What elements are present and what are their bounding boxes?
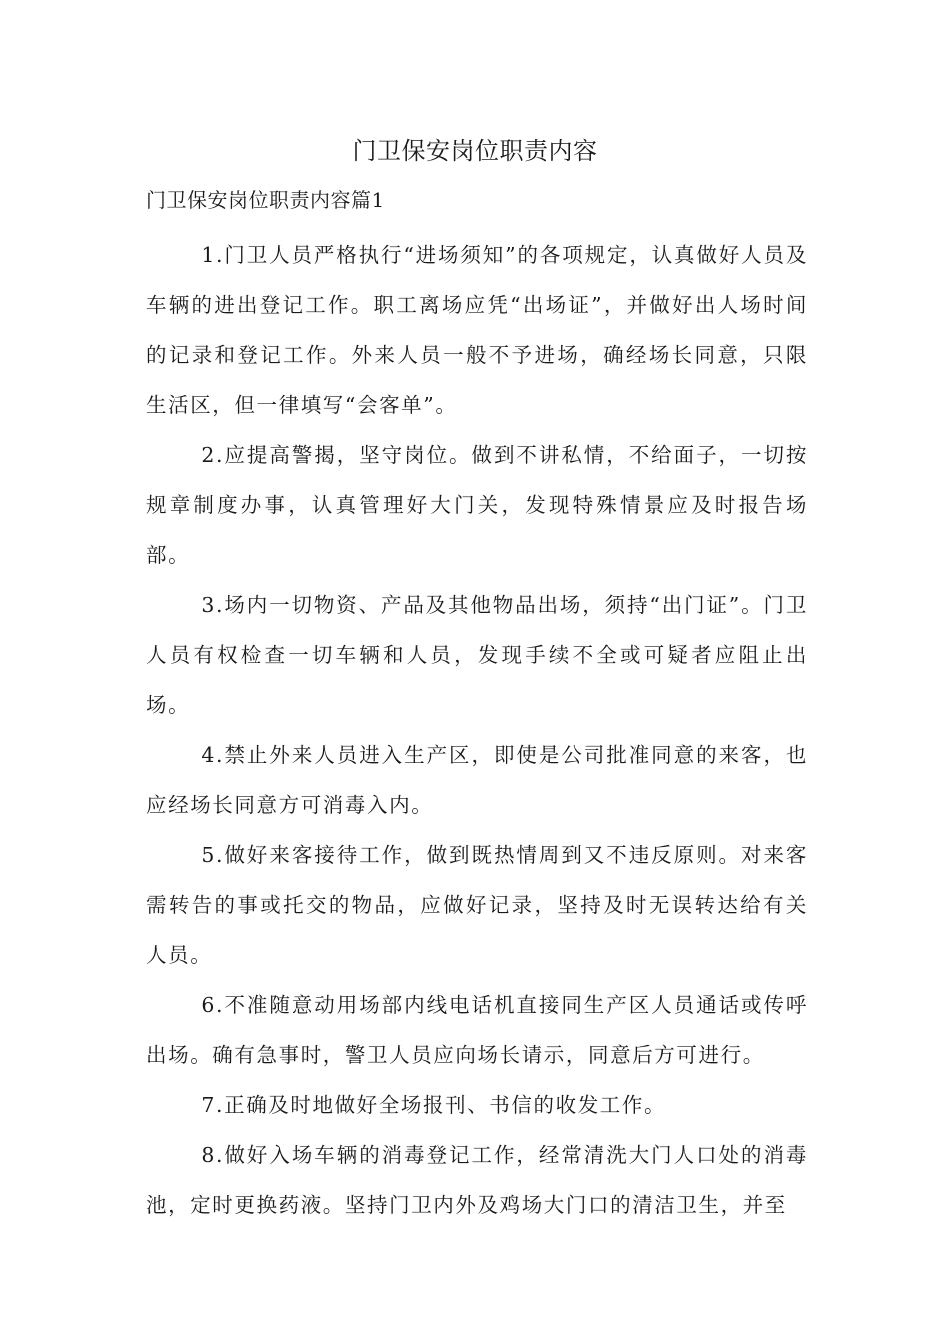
paragraph-8: 8.做好入场车辆的消毒登记工作，经常清洗大门人口处的消毒池，定时更换药液。坚持门卫内外及鸡场大门口的清洁卫生，并至 [146, 1143, 808, 1217]
paragraph-3: 3.场内一切物资、产品及其他物品出场，须持“出门证”。门卫人员有权检查一切车辆和人员，发现手续不全或可疑者应阻止出场。 [146, 593, 808, 717]
paragraph-4: 4.禁止外来人员进入生产区，即使是公司批准同意的来客，也应经场长同意方可消毒入内。 [146, 743, 808, 817]
paragraph-6: 6.不准随意动用场部内线电话机直接同生产区人员通话或传呼出场。确有急事时，警卫人员应向场长请示，同意后方可进行。 [146, 993, 808, 1067]
document-body [146, 230, 808, 1230]
document-title: 门卫保安岗位职责内容 [352, 137, 598, 165]
paragraph-7: 7.正确及时地做好全场报刊、书信的收发工作。 [201, 1093, 667, 1117]
paragraph-2: 2.应提高警揭，坚守岗位。做到不讲私情，不给面子，一切按规章制度办事，认真管理好大门关，发现特殊情景应及时报告场部。 [146, 443, 808, 567]
paragraph-5: 5.做好来客接待工作，做到既热情周到又不违反原则。对来客需转告的事或托交的物品，应做好记录，坚持及时无误转达给有关人员。 [146, 843, 808, 967]
section-heading: 门卫保安岗位职责内容篇1 [146, 188, 385, 212]
paragraph-1: 1.门卫人员严格执行“进场须知”的各项规定，认真做好人员及车辆的进出登记工作。职工离场应凭“出场证”，并做好出人场时间的记录和登记工作。外来人员一般不予进场，确经场长同意，只限生活区，但一律填写“会客单”。 [146, 243, 808, 417]
